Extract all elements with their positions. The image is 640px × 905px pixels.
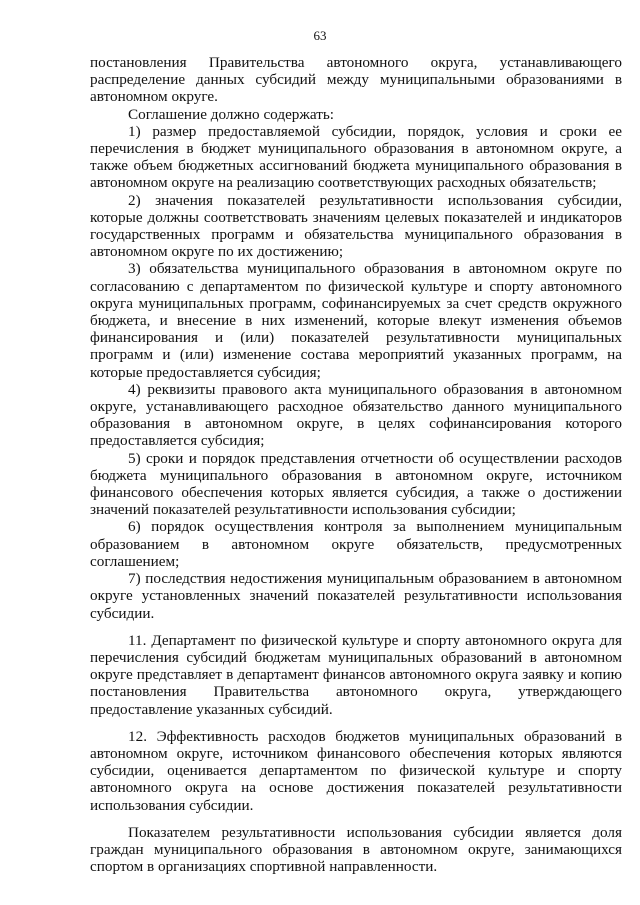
clause-12: 12. Эффективность расходов бюджетов муниципальных образований в автономном округе, источником финансового обеспечения которых являются субсидии, оценивается департаментом по физической культуре и спорту автономного округа на основе достижения показателей результативности использования субсидии. (90, 727, 622, 814)
list-item-6: 6) порядок осуществления контроля за выполнением муниципальным образованием в автономном округе обязательств, предусмотренных соглашением; (90, 518, 622, 570)
list-item-4: 4) реквизиты правового акта муниципального образования в автономном округе, устанавливающего расходное обязательство данного муниципального образования в автономном округе, в целях софинансирования которого предоставляется субсидия; (90, 380, 622, 450)
list-item-5: 5) сроки и порядок представления отчетности об осуществлении расходов бюджета муниципального образования в автономном округе, источником финансового обеспечения которых является субсидия, а также о достижении значений показателей результативности использования субсидии; (90, 449, 622, 519)
page-number: 63 (313, 28, 327, 43)
list-item-7: 7) последствия недостижения муниципальным образованием в автономном округе установленных значений показателей результативности использования субсидии. (90, 570, 622, 622)
paragraph-agreement-intro: Соглашение должно содержать: (128, 105, 335, 123)
clause-11: 11. Департамент по физической культуре и спорту автономного округа для перечисления субсидий бюджетам муниципальных образований в автономном округе представляет в департамент финансов автономного округа заявку и копию постановления Правительства автономного округа, утверждающего предоставление указанных субсидий. (90, 631, 622, 718)
document-body (90, 54, 622, 875)
list-item-3: 3) обязательства муниципального образования в автономном округе по согласованию с департаментом по физической культуре и спорту автономного округа муниципальных программ, софинансируемых за счет средств окружного бюджета, и внесение в них изменений, которые влекут изменения объемов финансирования и (или) показателей результативности муниципальных программ и (или) изменение состава мероприятий указанных программ, на которые предоставляется субсидия; (90, 260, 622, 381)
paragraph-continuation: постановления Правительства автономного округа, устанавливающего распределение данных субсидий между муниципальными образованиями в автономном округе. (90, 54, 622, 106)
paragraph-indicator: Показателем результативности использования субсидии является доля граждан муниципального образования в автономном округе, занимающихся спортом в организациях спортивной направленности. (90, 823, 622, 876)
list-item-1: 1) размер предоставляемой субсидии, порядок, условия и сроки ее перечисления в бюджет муниципального образования в автономном округе, а также объем бюджетных ассигнований бюджета муниципального образования в автономном округе на реализацию соответствующих расходных обязательств; (90, 122, 622, 192)
list-item-2: 2) значения показателей результативности использования субсидии, которые должны соответствовать значениям целевых показателей и индикаторов государственных программ и обязательства муниципального образования в автономном округе по их достижению; (90, 191, 622, 261)
